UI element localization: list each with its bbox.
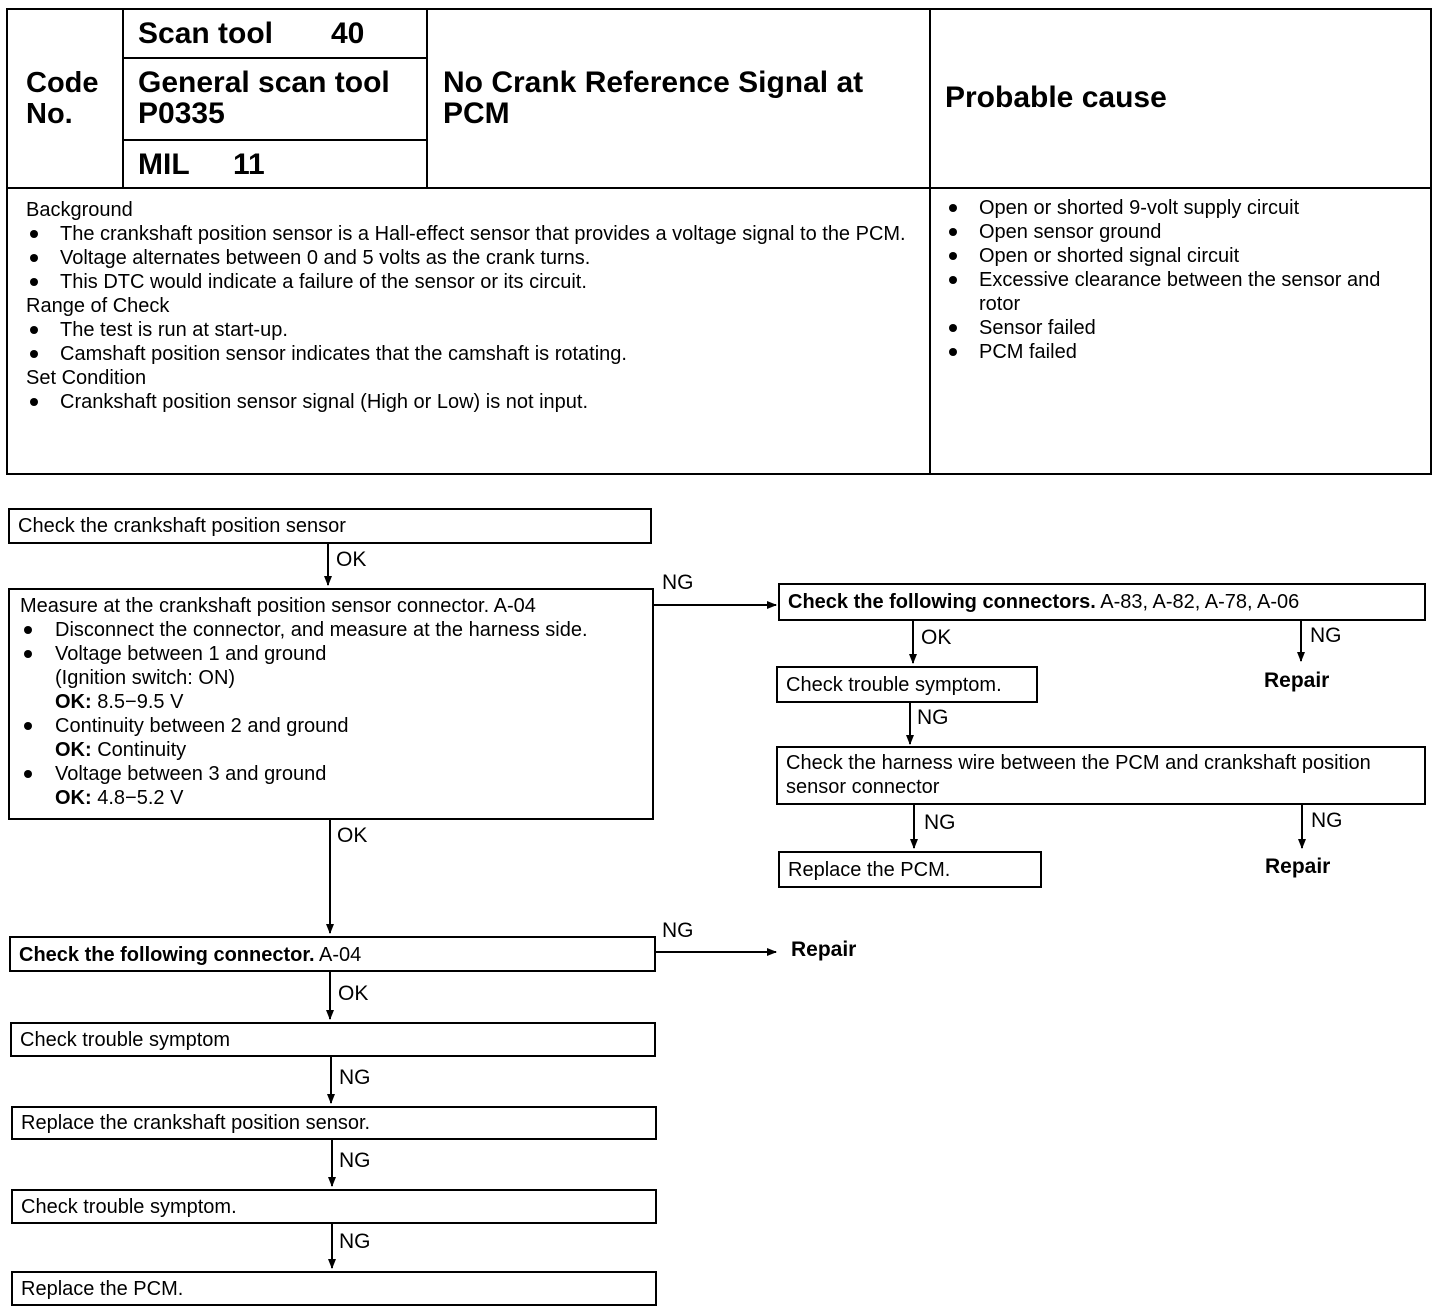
list-item: Open or shorted 9-volt supply circuit — [945, 196, 1419, 220]
mil-label: MIL — [138, 148, 190, 181]
probable-cause-heading: Probable cause — [945, 81, 1167, 114]
general-scan-tool-value: P0335 — [138, 97, 225, 130]
list-item: The crankshaft position sensor is a Hall-effect sensor that provides a voltage signal to the PCM. — [26, 222, 916, 246]
ok-value: 4.8−5.2 V — [97, 787, 184, 809]
ng-label: NG — [662, 571, 694, 594]
mil-value: 11 — [233, 148, 265, 181]
ng-label: NG — [917, 706, 949, 729]
list-item: The test is run at start-up. — [26, 318, 916, 342]
list-item: Open sensor ground — [945, 220, 1419, 244]
step-title-bold: Check the following connectors. — [788, 591, 1096, 613]
list-item: Voltage alternates between 0 and 5 volts as the crank turns. — [26, 246, 916, 270]
step-text: Check trouble symptom. — [786, 674, 1002, 696]
ng-label: NG — [1310, 624, 1342, 647]
ok-label: OK: — [55, 691, 92, 713]
ok-label: OK — [337, 824, 368, 847]
step-check-trouble-symptom — [11, 1189, 657, 1224]
list-item: Sensor failed — [945, 316, 1419, 340]
repair-label: Repair — [1264, 669, 1330, 692]
measure-list — [20, 762, 644, 786]
ok-label: OK: — [55, 739, 92, 761]
repair-label: Repair — [1265, 855, 1331, 878]
list-item: Disconnect the connector, and measure at the harness side. — [20, 618, 644, 642]
step-check-trouble-symptom — [776, 666, 1038, 703]
list-item: Excessive clearance between the sensor and rotor — [945, 268, 1419, 316]
ng-label: NG — [339, 1066, 371, 1089]
list-item: Crankshaft position sensor signal (High or Low) is not input. — [26, 390, 916, 414]
dtc-title: No Crank Reference Signal at PCM — [443, 66, 864, 130]
ok-value: Continuity — [97, 739, 187, 761]
scan-tool-label: Scan tool — [138, 17, 274, 50]
measure-list — [20, 714, 644, 738]
range-heading: Range of Check — [26, 295, 170, 317]
measure-list — [20, 618, 644, 666]
general-scan-tool-label: General scan tool — [138, 66, 390, 99]
ng-label: NG — [339, 1149, 371, 1172]
code-no-label: Code No. — [26, 67, 99, 130]
step-text: Check the crankshaft position sensor — [18, 515, 346, 537]
set-condition-heading: Set Condition — [26, 367, 147, 389]
list-item: PCM failed — [945, 340, 1419, 364]
step-text: Replace the PCM. — [21, 1278, 184, 1300]
scan-tool-value: 40 — [331, 17, 365, 50]
step-measure — [8, 588, 654, 820]
ng-label: NG — [662, 919, 694, 942]
ok-label: OK — [921, 626, 952, 649]
ok-label: OK: — [55, 787, 92, 809]
measure-ok — [20, 738, 644, 762]
step-replace-pcm — [778, 851, 1042, 888]
ng-label: NG — [924, 811, 956, 834]
step-text: A-04 — [319, 944, 362, 966]
list-item: Open or shorted signal circuit — [945, 244, 1419, 268]
step-check-sensor — [8, 508, 652, 544]
measure-ok — [20, 690, 644, 714]
step-title: Measure at the crankshaft position sensor connector. A-04 — [20, 595, 536, 617]
ok-value: 8.5−9.5 V — [97, 691, 184, 713]
repair-label: Repair — [791, 938, 857, 961]
step-title-bold: Check the following connector. — [19, 944, 315, 966]
step-replace-pcm — [11, 1271, 657, 1306]
list-item: Camshaft position sensor indicates that the camshaft is rotating. — [26, 342, 916, 366]
ng-label: NG — [339, 1230, 371, 1253]
measure-note: (Ignition switch: ON) — [55, 667, 236, 689]
measure-ok — [20, 786, 644, 810]
ng-label: NG — [1311, 809, 1343, 832]
list-item: This DTC would indicate a failure of the sensor or its circuit. — [26, 270, 916, 294]
step-check-harness — [776, 746, 1426, 805]
list-item: Voltage between 3 and ground — [20, 762, 644, 786]
step-check-connectors — [778, 583, 1426, 621]
step-check-connector — [9, 936, 656, 972]
step-text: Check trouble symptom. — [21, 1196, 237, 1218]
step-text: A-83, A-82, A-78, A-06 — [1100, 591, 1300, 613]
step-replace-sensor — [11, 1106, 657, 1140]
step-text: Replace the crankshaft position sensor. — [21, 1112, 371, 1134]
list-item: Continuity between 2 and ground — [20, 714, 644, 738]
list-item: Voltage between 1 and ground — [20, 642, 644, 666]
step-text: Replace the PCM. — [788, 859, 951, 881]
step-text: Check trouble symptom — [20, 1029, 231, 1051]
ok-label: OK — [336, 548, 367, 571]
ok-label: OK — [338, 982, 369, 1005]
background-heading: Background — [26, 199, 133, 221]
step-text: Check the harness wire between the PCM and crankshaft position sensor connector — [786, 752, 1371, 798]
step-check-trouble-symptom — [10, 1022, 656, 1057]
